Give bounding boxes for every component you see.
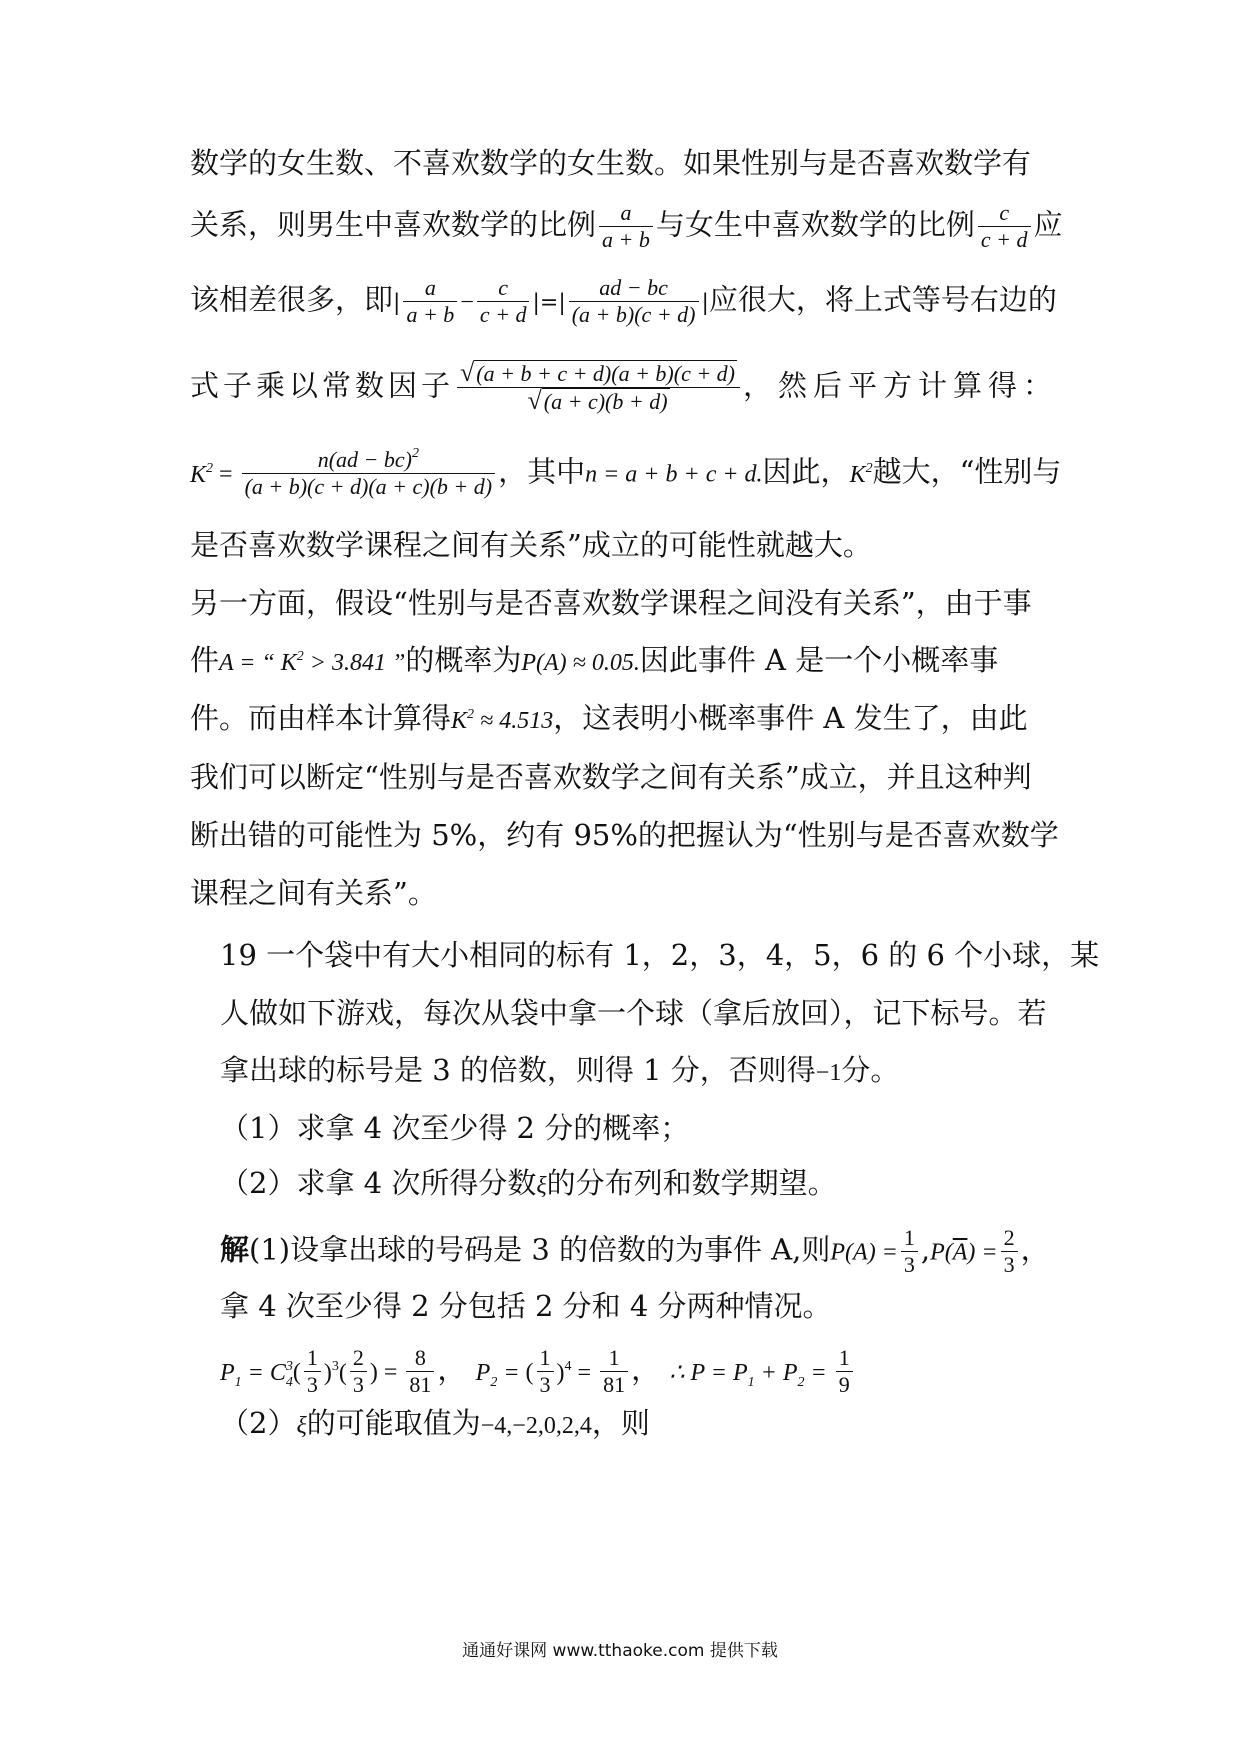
text-line bbox=[220, 993, 1050, 1033]
text-line bbox=[190, 525, 1050, 565]
solution-text: （2） bbox=[220, 1406, 297, 1440]
text: 关系，则男生中喜欢数学的比例 bbox=[190, 207, 597, 242]
fraction: $\frac{c}{c + d}$ bbox=[477, 275, 530, 328]
fraction: $\frac{2}{3}$ bbox=[350, 1345, 367, 1398]
fraction: $\frac{a}{a + b}$ bbox=[599, 200, 653, 253]
text: 数学的女生数、不喜欢数学的女生数。如果性别与是否喜欢数学有 bbox=[190, 146, 1032, 180]
fraction: $\frac{ad - bc}{(a + b)(c + d)}$ bbox=[569, 275, 699, 328]
text-line: 拿出球的标号是 3 的倍数，则得 1 分，否则得−1分。 bbox=[220, 1053, 900, 1087]
fraction: $\frac{8}{81}$ bbox=[406, 1345, 434, 1398]
text: 该相差很多，即 bbox=[190, 282, 394, 317]
text-line: 该相差很多，即| $\frac{a}{a + b}$ − $\frac{c}{c + d}$ |=| $\frac{ad - bc}{(a + b)(c + d)}$ |应很大，将上式等号右边的 bbox=[190, 275, 1057, 327]
solution-text: 的可能取值为 bbox=[306, 1406, 481, 1440]
text: 我们可以断定“性别与是否喜欢数学之间有关系”成立，并且这种判 bbox=[190, 760, 1032, 794]
solution-text: ，则 bbox=[591, 1406, 650, 1440]
text-line bbox=[190, 358, 1059, 415]
question-text: 分。 bbox=[841, 1053, 900, 1087]
fraction: $\frac{1}{3}$ bbox=[537, 1345, 554, 1398]
question-part: （1）求拿 4 次至少得 2 分的概率； bbox=[220, 1111, 690, 1145]
text: 应很大，将上式等号右边的 bbox=[708, 282, 1057, 317]
page-footer: 通通好课网 www.tthaoke.com 提供下载 bbox=[462, 1641, 778, 1661]
formula-line: $P_1 = C^3_4$( $\frac{1}{3}$ )$^3$( $\frac{2}{3}$ ) = $\frac{8}{81}$ ， $P_2$ = ( $\frac{1}{3}$ )$^4$ = $\frac{1}{81}$ ， ∴ $P = P_1 + P_2$ = $\frac{1}{9}$ bbox=[220, 1345, 1050, 1398]
text: 的概率为 bbox=[405, 643, 522, 677]
fraction: $\frac{c}{c + d}$ bbox=[978, 200, 1031, 253]
solution-label: 解 bbox=[220, 1232, 250, 1267]
text-line bbox=[190, 583, 1050, 623]
text: 应 bbox=[1033, 207, 1063, 242]
text-line: 件A = “ $K^2 > 3.841$ ”的概率为P(A) ≈ 0.05.因此事件 A 是一个小概率事 bbox=[190, 643, 999, 677]
text-line: （2）ξ的可能取值为−4,−2,0,2,4，则 bbox=[220, 1406, 650, 1440]
fraction: $\frac{1}{3}$ bbox=[304, 1345, 321, 1398]
solution-text: 拿 4 次至少得 2 分包括 2 分和 4 分两种情况。 bbox=[220, 1289, 832, 1323]
text-line: （2）求拿 4 次所得分数ξ的分布列和数学期望。 bbox=[220, 1166, 837, 1200]
text: 是否喜欢数学课程之间有关系”成立的可能性就越大。 bbox=[190, 528, 872, 562]
text: 课程之间有关系”。 bbox=[190, 876, 437, 910]
text: 件 bbox=[190, 643, 220, 677]
text-line bbox=[190, 873, 1050, 913]
text: ，然后平方计算得： bbox=[743, 368, 1059, 403]
text-line bbox=[220, 1108, 1050, 1148]
text-line bbox=[190, 143, 1050, 183]
text-line bbox=[220, 935, 1100, 975]
k2-formula: $K^2$ bbox=[190, 460, 214, 488]
text-line: 解(1)设拿出球的号码是 3 的倍数的为事件 A,则P(A) = $\frac{1}{3}$ $,P(\overline{A})$ = $\frac{2}{3}$ ， bbox=[220, 1225, 1050, 1277]
text: 因此事件 A 是一个小概率事 bbox=[639, 643, 999, 677]
question-part: 的分布列和数学期望。 bbox=[546, 1166, 837, 1200]
text-line: $K^2$ = $\frac{n(ad - bc)^2}{(a + b)(c + d)(a + c)(b + d)}$ ，其中n = a + b + c + d.因此，$K^2$越大，“性别与 bbox=[190, 446, 1062, 499]
text: 与女生中喜欢数学的比例 bbox=[655, 207, 975, 242]
fraction: $\frac{1}{3}$ bbox=[901, 1225, 918, 1278]
text: 因此， bbox=[762, 454, 850, 489]
fraction: $\frac{√(a + b + c + d)(a + b)(c + d)}{√(a + c)(b + d)}$ bbox=[457, 360, 740, 415]
text: ，其中 bbox=[498, 454, 586, 489]
text: 断出错的可能性为 5%，约有 95%的把握认为“性别与是否喜欢数学 bbox=[190, 818, 1059, 852]
text-line bbox=[220, 1286, 1050, 1326]
text-line bbox=[190, 815, 1059, 855]
text: 越大，“性别与 bbox=[872, 454, 1062, 489]
text-line: 件。而由样本计算得$K^2 \approx 4.513$，这表明小概率事件 A 发生了，由此 bbox=[190, 701, 1028, 735]
text: 另一方面，假设“性别与是否喜欢数学课程之间没有关系”，由于事 bbox=[190, 586, 1032, 620]
question-part: （2）求拿 4 次所得分数 bbox=[220, 1166, 537, 1200]
solution-text: (1)设拿出球的号码是 3 的倍数的为事件 A,则 bbox=[249, 1232, 831, 1267]
text: 件。而由样本计算得 bbox=[190, 701, 452, 735]
fraction: $\frac{1}{81}$ bbox=[600, 1345, 628, 1398]
fraction: $\frac{2}{3}$ bbox=[1001, 1225, 1018, 1278]
question-text: 19 一个袋中有大小相同的标有 1，2，3，4，5，6 的 6 个小球，某 bbox=[220, 938, 1100, 972]
fraction: $\frac{1}{9}$ bbox=[836, 1345, 853, 1398]
question-text: 人做如下游戏，每次从袋中拿一个球（拿后放回），记下标号。若 bbox=[220, 996, 1047, 1030]
text-line bbox=[190, 200, 1063, 253]
fraction: $\frac{n(ad - bc)^2}{(a + b)(c + d)(a + c)(b + d)}$ bbox=[242, 447, 496, 500]
text: 式子乘以常数因子 bbox=[190, 368, 455, 403]
text-line bbox=[190, 757, 1050, 797]
text: ，这表明小概率事件 A 发生了，由此 bbox=[553, 701, 1028, 735]
fraction: $\frac{a}{a + b}$ bbox=[403, 275, 457, 328]
question-text: 拿出球的标号是 3 的倍数，则得 1 分，否则得 bbox=[220, 1053, 816, 1087]
